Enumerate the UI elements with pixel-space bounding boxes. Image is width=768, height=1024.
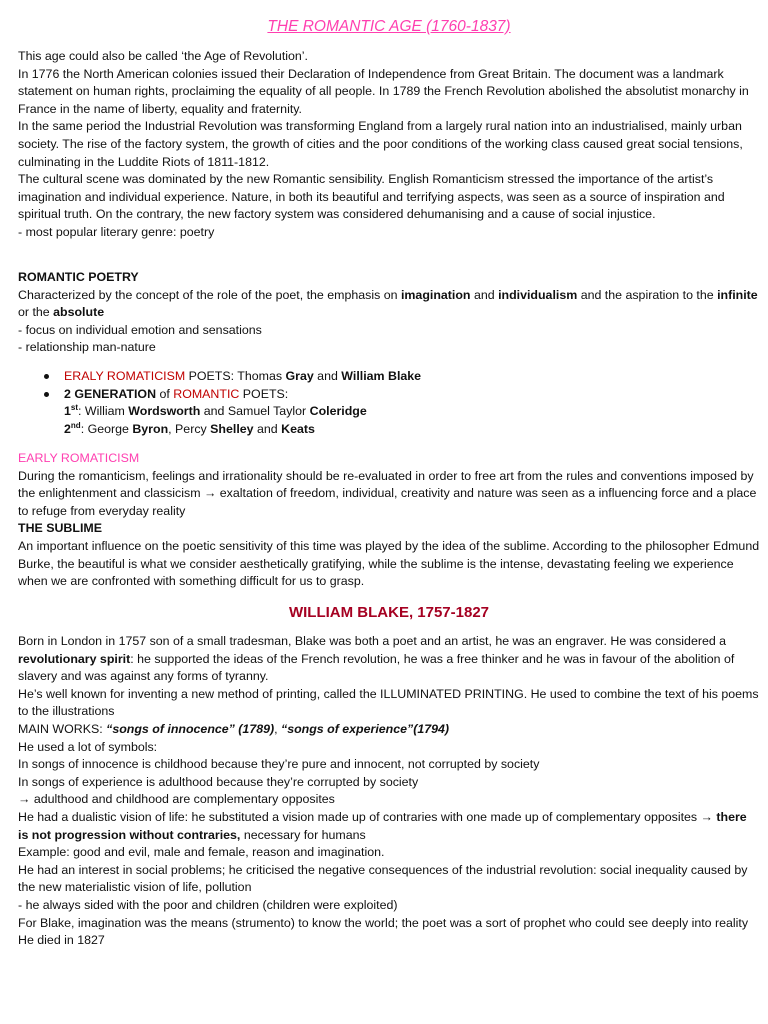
dualistic-vision-paragraph xyxy=(18,809,760,844)
romantic-poetry-definition xyxy=(18,287,760,322)
poet-coleridge: Coleridge xyxy=(309,404,367,419)
early-romanticism-label: ERALY ROMATICISM xyxy=(64,369,186,383)
keyword-absolute: absolute xyxy=(53,305,105,320)
romantic-label: ROMANTIC xyxy=(173,386,240,401)
blake-line: In songs of innocence is childhood because they’re pure and innocent, not corrupted by society xyxy=(18,757,540,772)
sublime-paragraph: An important influence on the poetic sensitivity of this time was played by the idea of the sublime. According to the philosopher Edmund Burke, the beautiful is what we consider aesthetically gratifying, while the sublime is the intense, devastating feeling we experience when we are confronted with something difficult for us to grasp. xyxy=(18,538,760,589)
intro-paragraph-2: In 1776 the North American colonies issued their Declaration of Independence from Great Britain. The document was a landmark statement on human rights, proclaiming the equality of all people. In 1789 the French Revolution abolished the absolutist monarchy in France in the name of liberty, equality and fraternity. xyxy=(18,66,749,116)
list-text: and xyxy=(313,369,342,383)
romantic-poetry-section xyxy=(18,269,760,357)
poetry-point-2: - relationship man-nature xyxy=(18,340,156,355)
vision-text: necessary for humans xyxy=(240,827,366,842)
generation-label: 2 GENERATION xyxy=(64,386,157,401)
list-item xyxy=(18,368,760,386)
work-songs-of-experience: “songs of experience”(1794) xyxy=(281,721,450,736)
definition-text: and xyxy=(470,287,499,302)
list-text: : George xyxy=(80,421,133,436)
first-generation-line xyxy=(18,403,760,421)
illuminated-printing-paragraph: He’s well known for inventing a new method of printing, called the ILLUMINATED PRINTING. He used to combine the text of his poems to the illustrations xyxy=(18,686,759,719)
contraries-statement: there is not progression without contraries, xyxy=(18,809,747,842)
bullet-icon xyxy=(44,392,49,397)
list-item xyxy=(18,386,760,404)
revolutionary-spirit: revolutionary spirit xyxy=(18,651,131,666)
list-text: , Percy xyxy=(168,421,211,436)
definition-text: or the xyxy=(18,305,54,320)
blake-line: - he always sided with the poor and children (children were exploited) xyxy=(18,897,398,912)
blake-heading: WILLIAM BLAKE, 1757-1827 xyxy=(288,604,490,621)
poet-keats: Keats xyxy=(281,421,315,436)
blake-section xyxy=(18,633,760,950)
vision-text: He had a dualistic vision of life: he substituted a vision made up of contraries with one made up of complementary opposites → xyxy=(18,809,717,824)
intro-paragraph-3: In the same period the Industrial Revolution was transforming England from a largely rural nation into an industrialised, mainly urban society. The rise of the factory system, the growth of cities and the poor conditions of the working class caused great social tensions, culminating in the Luddite Riots of 1811-1812. xyxy=(18,119,743,169)
poets-list xyxy=(18,368,760,438)
second-generation-line xyxy=(18,421,760,439)
list-text: POETS: Thomas xyxy=(185,369,286,383)
poet-wordsworth: Wordsworth xyxy=(128,404,201,419)
blake-line: He died in 1827 xyxy=(18,933,105,948)
main-works-line xyxy=(18,721,760,739)
work-songs-of-innocence: “songs of innocence” (1789) xyxy=(106,721,275,736)
list-text: and Samuel Taylor xyxy=(200,404,310,419)
blake-line: → adulthood and childhood are complementary opposites xyxy=(18,792,335,807)
intro-paragraph-4: The cultural scene was dominated by the new Romantic sensibility. English Romanticism stressed the importance of the artist’s imagination and individual experience. Nature, in both its beautiful and terrifying aspects, was seen as a source of inspiration and spiritual truth. On the contrary, the new factory system was considered dehumanising and a cause of social injustice. xyxy=(18,172,725,222)
works-separator: , xyxy=(274,721,282,736)
definition-text: Characterized by the concept of the role of the poet, the emphasis on xyxy=(18,287,401,302)
blake-bio-paragraph xyxy=(18,633,760,686)
poet-gray: Gray xyxy=(285,369,314,383)
early-romanticism-paragraph: During the romanticism, feelings and irrationality should be re-evaluated in order to free art from the rules and conventions imposed by the enlightenment and classicism → exaltation of freedom, individual, creativity and nature was seen as a influencing force and a place to refuge from everyday reality xyxy=(18,468,757,518)
generation-number: 1 xyxy=(64,404,71,419)
blake-line: For Blake, imagination was the means (strumento) to know the world; the poet was a sort of prophet who could see deeply into reality xyxy=(18,915,749,930)
bio-text: Born in London in 1757 son of a small tradesman, Blake was both a poet and an artist, he was an engraver. He was considered a xyxy=(18,634,727,648)
list-text: POETS: xyxy=(239,386,289,401)
intro-section xyxy=(18,48,760,242)
poet-byron: Byron xyxy=(132,421,169,436)
sublime-heading: THE SUBLIME xyxy=(18,521,102,536)
list-text: : William xyxy=(78,404,129,419)
blake-line: Example: good and evil, male and female, reason and imagination. xyxy=(18,845,385,860)
ordinal-suffix: st xyxy=(70,403,79,413)
poet-blake: William Blake xyxy=(341,369,422,383)
romantic-poetry-heading: ROMANTIC POETRY xyxy=(18,270,139,284)
list-text: and xyxy=(253,421,282,436)
early-romanticism-section xyxy=(18,450,760,591)
generation-number: 2 xyxy=(64,421,71,436)
blake-line: He had an interest in social problems; he criticised the negative consequences of the industrial revolution: social inequality caused by the new materialistic vision of life, pollution xyxy=(18,862,748,895)
poet-shelley: Shelley xyxy=(210,421,254,436)
bullet-icon xyxy=(44,374,49,379)
ordinal-suffix: nd xyxy=(70,420,81,430)
poetry-point-1: - focus on individual emotion and sensations xyxy=(18,322,262,337)
main-works-label: MAIN WORKS: xyxy=(18,721,107,736)
definition-text: and the aspiration to the xyxy=(577,287,718,302)
blake-line: In songs of experience is adulthood because they’re corrupted by society xyxy=(18,774,419,789)
early-romanticism-heading: EARLY ROMATICISM xyxy=(18,451,140,465)
keyword-infinite: infinite xyxy=(717,287,758,302)
keyword-imagination: imagination xyxy=(400,287,471,302)
page-title: THE ROMANTIC AGE (1760-1837) xyxy=(267,18,511,35)
blake-line: He used a lot of symbols: xyxy=(18,739,158,754)
intro-paragraph-1: This age could also be called ‘the Age of Revolution’. xyxy=(18,49,308,63)
keyword-individualism: individualism xyxy=(498,287,578,302)
bio-text: : he supported the ideas of the French revolution, he was a free thinker and he was in favour of the abolition of slavery and was against any forms of tyranny. xyxy=(18,651,735,684)
list-text: of xyxy=(156,386,174,401)
intro-genre-note: - most popular literary genre: poetry xyxy=(18,224,215,239)
